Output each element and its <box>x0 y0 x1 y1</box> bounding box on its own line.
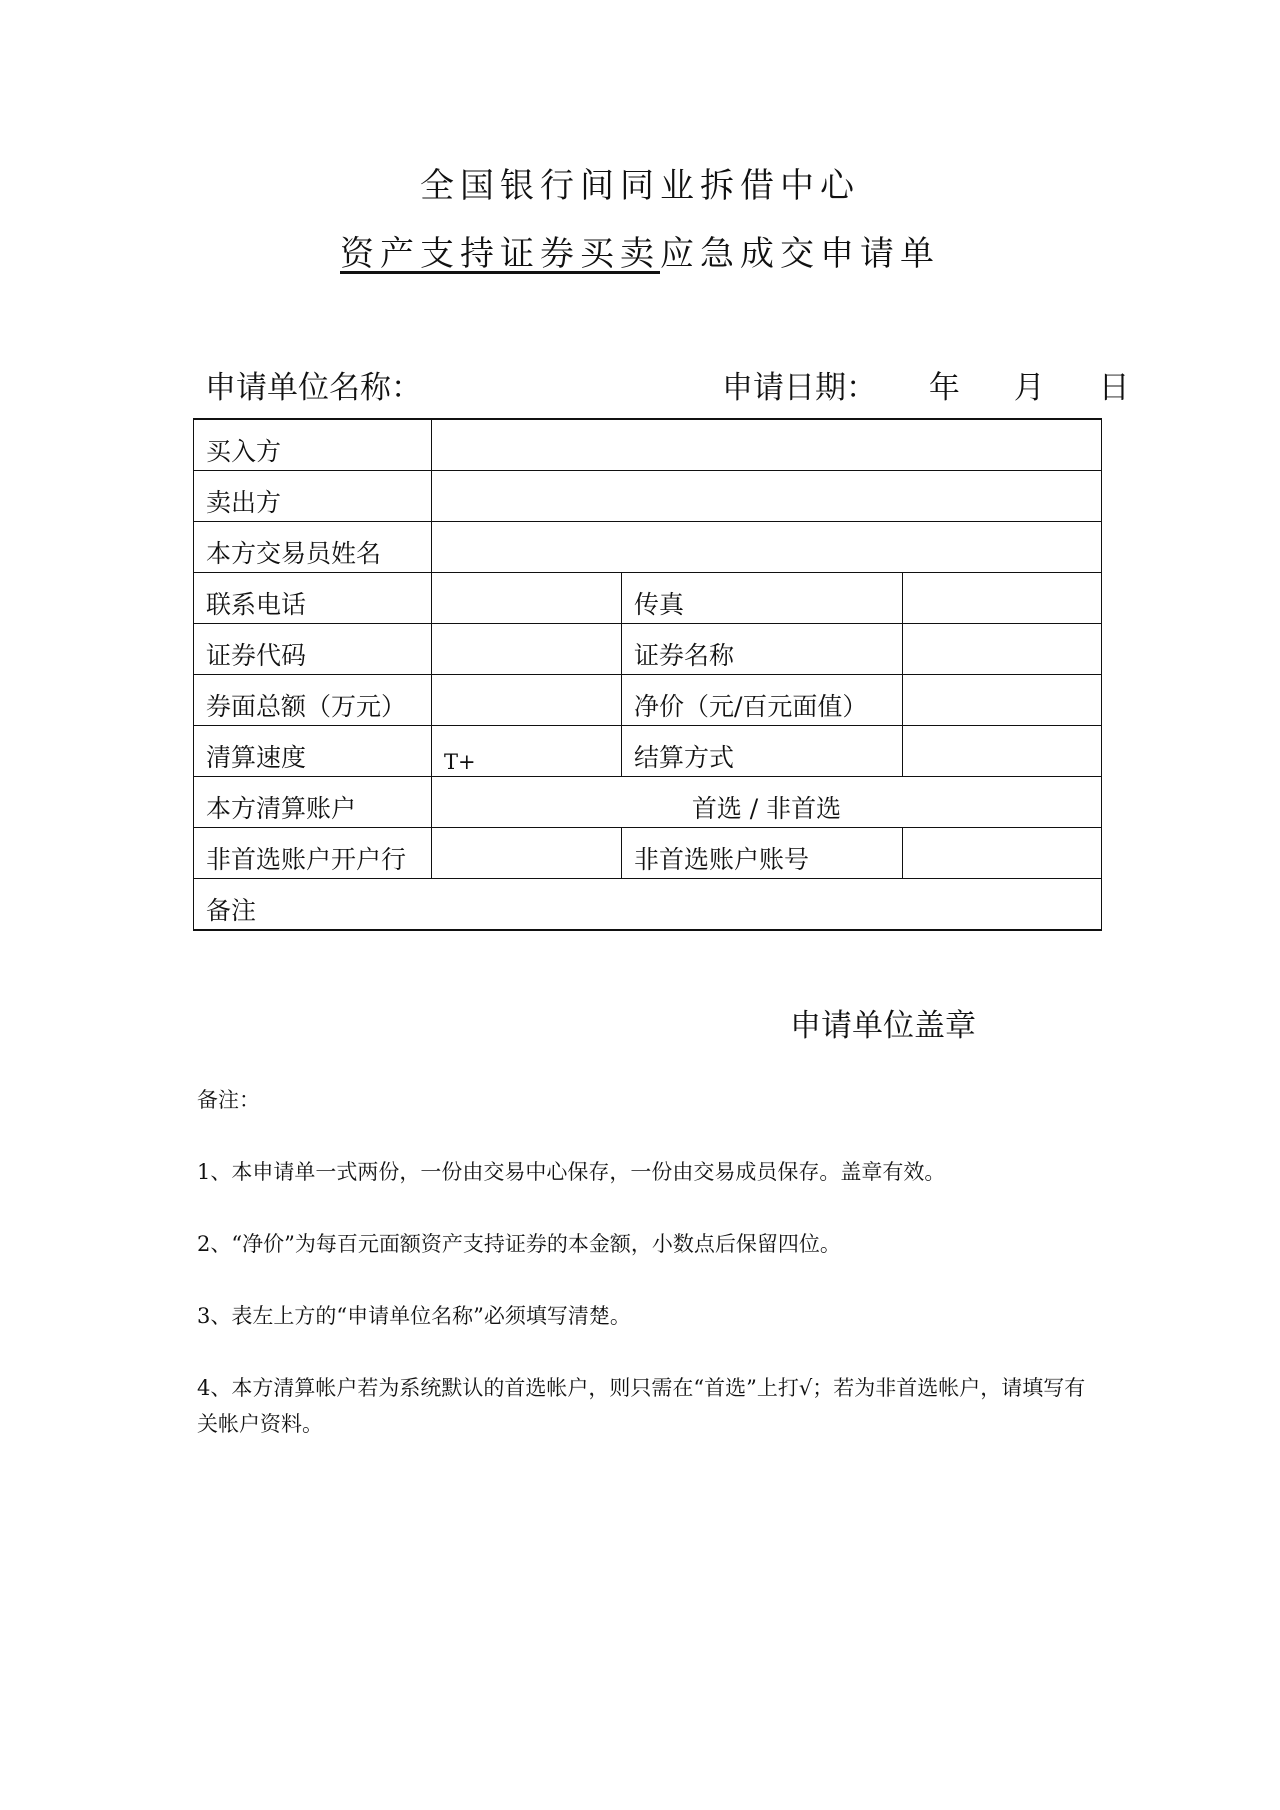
settle-account-label: 本方清算账户 <box>194 777 432 828</box>
fax-label: 传真 <box>622 573 903 624</box>
non-pref-acct-field[interactable] <box>903 828 1102 879</box>
note-item: 3、表左上方的“申请单位名称”必须填写清楚。 <box>197 1304 631 1328</box>
org-title: 全国银行间同业拆借中心 <box>420 166 860 206</box>
form-title-underlined: 资产支持证券买卖 <box>340 234 660 274</box>
seal-label: 申请单位盖章 <box>790 1008 976 1044</box>
settle-method-label: 结算方式 <box>622 726 903 777</box>
security-code-label: 证券代码 <box>194 624 432 675</box>
security-name-field[interactable] <box>903 624 1102 675</box>
fax-field[interactable] <box>903 573 1102 624</box>
settle-speed-label: 清算速度 <box>194 726 432 777</box>
form-title <box>0 226 1280 275</box>
notes-section <box>197 1082 1097 1478</box>
table-row <box>194 573 1102 624</box>
date-label: 申请日期： <box>722 370 877 406</box>
table-row <box>194 879 1102 931</box>
application-table <box>193 418 1102 931</box>
trader-name-field[interactable] <box>432 522 1102 573</box>
form-title-rest: 应急成交申请单 <box>660 234 940 274</box>
face-amount-field[interactable] <box>432 675 622 726</box>
non-pref-bank-label: 非首选账户开户行 <box>194 828 432 879</box>
table-row <box>194 471 1102 522</box>
note-item: 2、“净价”为每百元面额资产支持证券的本金额，小数点后保留四位。 <box>197 1232 841 1256</box>
settle-speed-field[interactable]: T+ <box>432 726 622 777</box>
note-item: 1、本申请单一式两份，一份由交易中心保存，一份由交易成员保存。盖章有效。 <box>197 1160 946 1184</box>
buyer-field[interactable] <box>432 419 1102 471</box>
table-row <box>194 522 1102 573</box>
net-price-field[interactable] <box>903 675 1102 726</box>
table-row <box>194 726 1102 777</box>
net-price-label: 净价（元/百元面值） <box>622 675 903 726</box>
trader-name-label: 本方交易员姓名 <box>194 522 432 573</box>
notes-heading: 备注： <box>197 1088 260 1112</box>
table-row <box>194 777 1102 828</box>
table-row <box>194 828 1102 879</box>
application-date <box>722 362 1130 407</box>
security-code-field[interactable] <box>432 624 622 675</box>
phone-label: 联系电话 <box>194 573 432 624</box>
phone-field[interactable] <box>432 573 622 624</box>
face-amount-label: 券面总额（万元） <box>194 675 432 726</box>
settle-account-choice[interactable]: 首选 / 非首选 <box>432 777 1102 828</box>
seller-label: 卖出方 <box>194 471 432 522</box>
date-year: 年 <box>928 370 960 406</box>
security-name-label: 证券名称 <box>622 624 903 675</box>
non-pref-acct-label: 非首选账户账号 <box>622 828 903 879</box>
settle-method-field[interactable] <box>903 726 1102 777</box>
non-pref-bank-field[interactable] <box>432 828 622 879</box>
seller-field[interactable] <box>432 471 1102 522</box>
remarks-label[interactable]: 备注 <box>194 879 1102 931</box>
applicant-name-label: 申请单位名称： <box>205 370 422 406</box>
table-row <box>194 675 1102 726</box>
date-day: 日 <box>1098 370 1130 406</box>
table-row <box>194 624 1102 675</box>
date-month: 月 <box>1013 370 1045 406</box>
table-row <box>194 419 1102 471</box>
buyer-label: 买入方 <box>194 419 432 471</box>
note-item: 4、本方清算帐户若为系统默认的首选帐户，则只需在“首选”上打√；若为非首选帐户，请填写有关帐户资料。 <box>197 1376 1086 1436</box>
